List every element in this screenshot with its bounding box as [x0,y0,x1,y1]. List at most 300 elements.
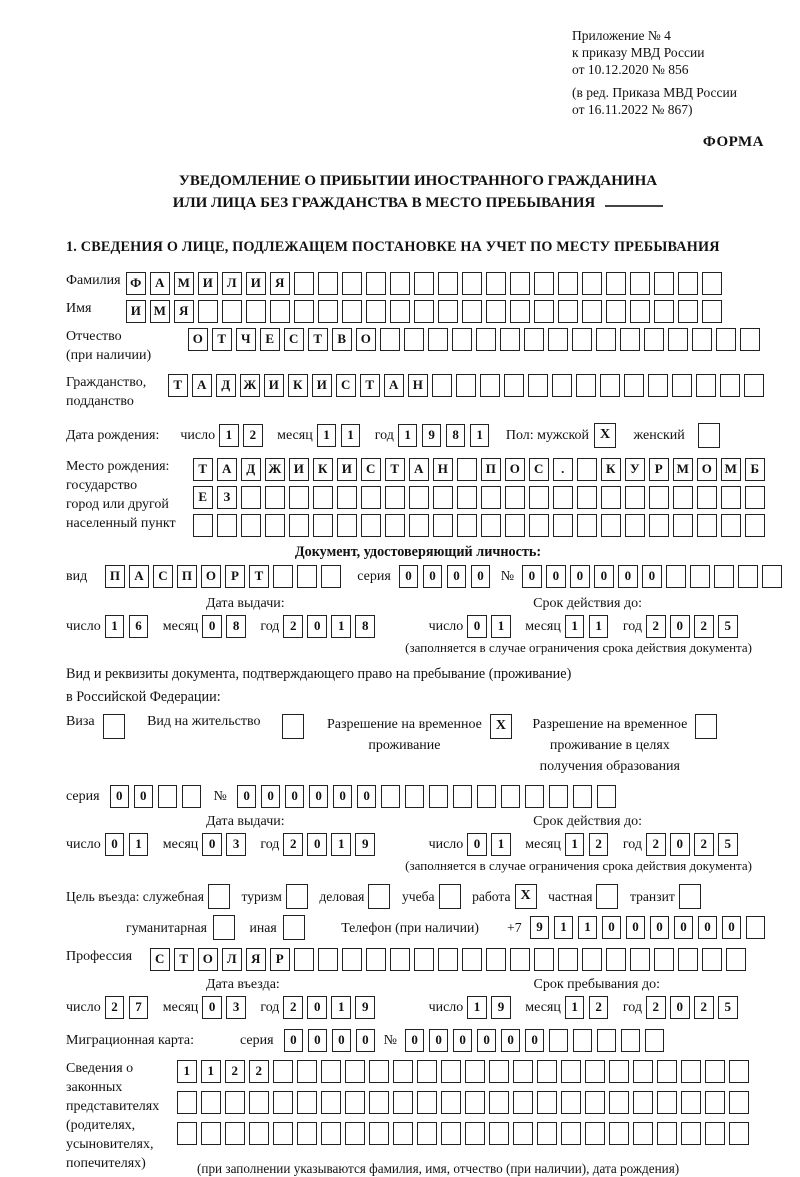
checkbox-purpose-transit[interactable] [679,884,706,909]
surname-cells-box[interactable]: И [246,272,266,295]
doc-issue-month-cells-box[interactable]: 0 [202,615,222,638]
birthplace-row-2-box[interactable] [745,486,765,509]
stay-year-cells-box[interactable]: 0 [670,996,690,1019]
representatives-row-1-box[interactable] [657,1060,677,1083]
migcard-series-cells-box[interactable]: 0 [284,1029,304,1052]
doc-valid-month-cells-box[interactable]: 1 [565,615,585,638]
birthplace-row-3-box[interactable] [649,514,669,537]
birthplace-row-1-box[interactable]: Т [193,458,213,481]
representatives-row-1[interactable] [177,1060,753,1083]
birthplace-row-1-box[interactable]: . [553,458,573,481]
permit-number-cells-box[interactable] [549,785,569,808]
representatives-row-3-box[interactable] [513,1122,533,1145]
profession-cells-box[interactable] [630,948,650,971]
representatives-row-1-box[interactable] [297,1060,317,1083]
phone-cells-box[interactable]: 1 [554,916,574,939]
representatives-row-3-box[interactable] [537,1122,557,1145]
birthplace-row-2-box[interactable] [577,486,597,509]
doc-number-cells-box[interactable]: 0 [642,565,662,588]
permit-series-cells-box[interactable] [158,785,178,808]
representatives-row-1-box[interactable] [417,1060,437,1083]
representatives-row-3-box[interactable] [657,1122,677,1145]
name-cells-box[interactable] [294,300,314,323]
checkbox-temp-residence-box[interactable]: X [490,714,512,739]
representatives-row-3-box[interactable] [729,1122,749,1145]
patronymic-cells-box[interactable]: О [356,328,376,351]
permit-valid-year-cells-box[interactable]: 2 [646,833,666,856]
surname-cells-box[interactable]: И [198,272,218,295]
checkbox-purpose-business-box[interactable] [368,884,390,909]
doc-series-cells-box[interactable]: 0 [399,565,419,588]
birthplace-row-3-box[interactable] [529,514,549,537]
representatives-row-3-box[interactable] [609,1122,629,1145]
birthplace-row-1[interactable] [193,458,769,481]
birthplace-row-1-box[interactable] [577,458,597,481]
representatives-row-1-box[interactable] [369,1060,389,1083]
permit-series-cells[interactable] [110,785,206,808]
profession-cells-box[interactable] [678,948,698,971]
representatives-row-2-box[interactable] [225,1091,245,1114]
stay-year-cells-box[interactable]: 5 [718,996,738,1019]
permit-valid-month-cells-box[interactable]: 2 [589,833,609,856]
representatives-row-1-box[interactable] [345,1060,365,1083]
representatives-row-3-box[interactable] [201,1122,221,1145]
permit-number-cells-box[interactable] [501,785,521,808]
doc-kind-cells-box[interactable]: О [201,565,221,588]
birthplace-row-1-box[interactable]: И [337,458,357,481]
name-cells-box[interactable] [702,300,722,323]
representatives-row-1-box[interactable] [561,1060,581,1083]
surname-cells-box[interactable] [606,272,626,295]
representatives-row-1-box[interactable] [321,1060,341,1083]
permit-valid-month-cells[interactable] [565,833,613,856]
birthplace-row-3-box[interactable] [505,514,525,537]
citizenship-cells-box[interactable] [696,374,716,397]
birthplace-row-3-box[interactable] [457,514,477,537]
birthplace-row-1-box[interactable]: О [697,458,717,481]
name-cells[interactable] [126,300,726,323]
patronymic-cells-box[interactable] [644,328,664,351]
doc-kind-cells-box[interactable]: Т [249,565,269,588]
name-cells-box[interactable] [246,300,266,323]
migcard-series-cells-box[interactable]: 0 [332,1029,352,1052]
doc-series-cells-box[interactable]: 0 [447,565,467,588]
permit-number-cells-box[interactable]: 0 [285,785,305,808]
birthplace-row-2-box[interactable] [697,486,717,509]
citizenship-cells-box[interactable]: Т [168,374,188,397]
doc-kind-cells-box[interactable] [297,565,317,588]
surname-cells-box[interactable] [342,272,362,295]
birthplace-row-2-box[interactable] [289,486,309,509]
checkbox-purpose-study[interactable] [439,884,466,909]
permit-issue-day-cells-box[interactable]: 0 [105,833,125,856]
birthplace-row-3-box[interactable] [313,514,333,537]
patronymic-cells-box[interactable] [620,328,640,351]
citizenship-cells-box[interactable]: А [384,374,404,397]
migcard-number-cells-box[interactable] [597,1029,617,1052]
representatives-row-2-box[interactable] [609,1091,629,1114]
profession-cells-box[interactable] [462,948,482,971]
checkbox-sex-male-box[interactable]: X [594,423,616,448]
surname-cells-box[interactable] [630,272,650,295]
citizenship-cells-box[interactable] [456,374,476,397]
checkbox-sex-male[interactable] [594,423,621,448]
patronymic-cells-box[interactable]: О [188,328,208,351]
name-cells-box[interactable]: М [150,300,170,323]
representatives-row-3-box[interactable] [273,1122,293,1145]
citizenship-cells-box[interactable]: К [288,374,308,397]
permit-number-cells-box[interactable] [429,785,449,808]
checkbox-purpose-private-box[interactable] [596,884,618,909]
doc-issue-year-cells-box[interactable]: 8 [355,615,375,638]
doc-valid-year-cells[interactable] [646,615,742,638]
entry-day-cells[interactable] [105,996,153,1019]
permit-valid-day-cells[interactable] [467,833,515,856]
birthplace-row-3-box[interactable] [337,514,357,537]
representatives-row-2-box[interactable] [513,1091,533,1114]
birthplace-row-3-box[interactable] [265,514,285,537]
birthplace-row-3-box[interactable] [721,514,741,537]
representatives-row-1-box[interactable] [609,1060,629,1083]
permit-issue-day-cells[interactable] [105,833,153,856]
citizenship-cells-box[interactable] [744,374,764,397]
doc-number-cells-box[interactable]: 0 [522,565,542,588]
permit-issue-year-cells-box[interactable]: 1 [331,833,351,856]
doc-kind-cells[interactable] [105,565,345,588]
representatives-row-2-box[interactable] [345,1091,365,1114]
permit-series-cells-box[interactable]: 0 [134,785,154,808]
doc-valid-year-cells-box[interactable]: 0 [670,615,690,638]
profession-cells-box[interactable] [582,948,602,971]
birthplace-row-3-box[interactable] [385,514,405,537]
birthplace-row-1-box[interactable]: Т [385,458,405,481]
representatives-row-2-box[interactable] [729,1091,749,1114]
surname-cells-box[interactable] [510,272,530,295]
doc-number-cells-box[interactable] [666,565,686,588]
checkbox-purpose-official-box[interactable] [208,884,230,909]
doc-valid-year-cells-box[interactable]: 2 [694,615,714,638]
checkbox-temp-residence-education-box[interactable] [695,714,717,739]
entry-year-cells-box[interactable]: 1 [331,996,351,1019]
representatives-row-2-box[interactable] [249,1091,269,1114]
permit-number-cells-box[interactable]: 0 [261,785,281,808]
doc-kind-cells-box[interactable]: П [177,565,197,588]
representatives-row-2-box[interactable] [393,1091,413,1114]
doc-issue-day-cells[interactable] [105,615,153,638]
profession-cells-box[interactable] [438,948,458,971]
birthplace-row-1-box[interactable]: М [673,458,693,481]
doc-issue-month-cells[interactable] [202,615,250,638]
doc-valid-month-cells-box[interactable]: 1 [589,615,609,638]
citizenship-cells-box[interactable]: С [336,374,356,397]
birthplace-row-2-box[interactable] [313,486,333,509]
patronymic-cells-box[interactable] [668,328,688,351]
birthplace-row-1-box[interactable]: С [529,458,549,481]
representatives-row-3-box[interactable] [177,1122,197,1145]
representatives-row-2-box[interactable] [321,1091,341,1114]
birthplace-row-2-box[interactable] [457,486,477,509]
birthplace-row-2-box[interactable] [601,486,621,509]
permit-number-cells-box[interactable] [477,785,497,808]
doc-issue-year-cells-box[interactable]: 0 [307,615,327,638]
permit-issue-year-cells-box[interactable]: 2 [283,833,303,856]
birthplace-row-3-box[interactable] [289,514,309,537]
surname-cells[interactable] [126,272,726,295]
representatives-row-3-box[interactable] [225,1122,245,1145]
birth-day-cells[interactable] [219,424,267,447]
patronymic-cells-box[interactable]: Е [260,328,280,351]
representatives-row-3-box[interactable] [249,1122,269,1145]
doc-number-cells-box[interactable] [714,565,734,588]
birthplace-row-3-box[interactable] [361,514,381,537]
permit-number-cells-box[interactable] [453,785,473,808]
surname-cells-box[interactable] [678,272,698,295]
profession-cells-box[interactable]: О [198,948,218,971]
stay-month-cells-box[interactable]: 2 [589,996,609,1019]
entry-month-cells-box[interactable]: 0 [202,996,222,1019]
representatives-row-3-box[interactable] [369,1122,389,1145]
representatives-row-1-box[interactable] [537,1060,557,1083]
citizenship-cells-box[interactable]: Н [408,374,428,397]
birthplace-row-1-box[interactable]: С [361,458,381,481]
migcard-number-cells-box[interactable]: 0 [477,1029,497,1052]
stay-month-cells-box[interactable]: 1 [565,996,585,1019]
doc-valid-month-cells[interactable] [565,615,613,638]
birthplace-row-3[interactable] [193,514,769,537]
name-cells-box[interactable] [414,300,434,323]
surname-cells-box[interactable] [390,272,410,295]
profession-cells-box[interactable]: Т [174,948,194,971]
surname-cells-box[interactable] [366,272,386,295]
surname-cells-box[interactable] [582,272,602,295]
surname-cells-box[interactable]: Ф [126,272,146,295]
birthplace-row-3-box[interactable] [193,514,213,537]
phone-cells-box[interactable]: 0 [650,916,670,939]
representatives-row-3-box[interactable] [705,1122,725,1145]
birthplace-row-1-box[interactable]: П [481,458,501,481]
name-cells-box[interactable] [630,300,650,323]
birthplace-row-2-box[interactable] [433,486,453,509]
citizenship-cells-box[interactable]: А [192,374,212,397]
doc-issue-month-cells-box[interactable]: 8 [226,615,246,638]
patronymic-cells-box[interactable] [404,328,424,351]
name-cells-box[interactable] [606,300,626,323]
doc-issue-day-cells-box[interactable]: 1 [105,615,125,638]
birthplace-row-2-box[interactable] [625,486,645,509]
migcard-series-cells-box[interactable]: 0 [308,1029,328,1052]
representatives-row-1-box[interactable] [681,1060,701,1083]
birthplace-row-1-box[interactable]: К [601,458,621,481]
permit-issue-month-cells-box[interactable]: 0 [202,833,222,856]
citizenship-cells-box[interactable]: Ж [240,374,260,397]
representatives-row-1-box[interactable]: 1 [201,1060,221,1083]
birthplace-row-2-box[interactable] [361,486,381,509]
citizenship-cells-box[interactable] [600,374,620,397]
patronymic-cells-box[interactable] [548,328,568,351]
entry-day-cells-box[interactable]: 7 [129,996,149,1019]
stay-day-cells[interactable] [467,996,515,1019]
profession-cells-box[interactable] [654,948,674,971]
name-cells-box[interactable] [222,300,242,323]
patronymic-cells-box[interactable]: Т [308,328,328,351]
representatives-row-3-box[interactable] [441,1122,461,1145]
surname-cells-box[interactable]: Я [270,272,290,295]
birth-month-cells-box[interactable]: 1 [317,424,337,447]
representatives-row-3-box[interactable] [489,1122,509,1145]
birthplace-row-1-box[interactable]: Ж [265,458,285,481]
permit-number-cells-box[interactable] [381,785,401,808]
migcard-series-cells-box[interactable]: 0 [356,1029,376,1052]
phone-cells-box[interactable]: 0 [674,916,694,939]
citizenship-cells-box[interactable] [624,374,644,397]
surname-cells-box[interactable] [534,272,554,295]
stay-day-cells-box[interactable]: 9 [491,996,511,1019]
citizenship-cells-box[interactable] [504,374,524,397]
checkbox-purpose-humanitarian-box[interactable] [213,915,235,940]
surname-cells-box[interactable]: А [150,272,170,295]
doc-kind-cells-box[interactable] [321,565,341,588]
permit-issue-month-cells[interactable] [202,833,250,856]
representatives-row-2[interactable] [177,1091,753,1114]
representatives-row-2-box[interactable] [273,1091,293,1114]
profession-cells-box[interactable] [702,948,722,971]
stay-day-cells-box[interactable]: 1 [467,996,487,1019]
permit-valid-day-cells-box[interactable]: 1 [491,833,511,856]
profession-cells-box[interactable] [342,948,362,971]
checkbox-sex-female[interactable] [698,423,725,448]
doc-kind-cells-box[interactable]: П [105,565,125,588]
birthplace-row-3-box[interactable] [697,514,717,537]
permit-number-cells-box[interactable]: 0 [333,785,353,808]
checkbox-purpose-private[interactable] [596,884,623,909]
representatives-row-3-box[interactable] [393,1122,413,1145]
doc-number-cells-box[interactable] [738,565,758,588]
migcard-number-cells-box[interactable] [549,1029,569,1052]
patronymic-cells-box[interactable] [380,328,400,351]
surname-cells-box[interactable] [558,272,578,295]
birthplace-row-3-box[interactable] [409,514,429,537]
phone-cells-box[interactable] [746,916,766,939]
birthplace-row-1-box[interactable] [457,458,477,481]
representatives-row-2-box[interactable] [537,1091,557,1114]
birthplace-row-1-box[interactable]: И [289,458,309,481]
representatives-row-2-box[interactable] [633,1091,653,1114]
phone-cells-box[interactable]: 9 [530,916,550,939]
permit-issue-year-cells-box[interactable]: 0 [307,833,327,856]
name-cells-box[interactable] [342,300,362,323]
profession-cells-box[interactable] [366,948,386,971]
patronymic-cells-box[interactable] [452,328,472,351]
representatives-row-2-box[interactable] [297,1091,317,1114]
permit-number-cells-box[interactable] [573,785,593,808]
birthplace-row-2-box[interactable] [553,486,573,509]
name-cells-box[interactable] [438,300,458,323]
birth-year-cells-box[interactable]: 1 [398,424,418,447]
patronymic-cells-box[interactable] [500,328,520,351]
birthplace-row-1-box[interactable]: У [625,458,645,481]
checkbox-purpose-tourism-box[interactable] [286,884,308,909]
name-cells-box[interactable] [510,300,530,323]
migcard-number-cells[interactable] [405,1029,669,1052]
birth-year-cells[interactable] [398,424,494,447]
name-cells-box[interactable] [462,300,482,323]
permit-valid-year-cells-box[interactable]: 5 [718,833,738,856]
birthplace-row-1-box[interactable]: А [409,458,429,481]
entry-month-cells[interactable] [202,996,250,1019]
phone-cells[interactable] [530,916,770,939]
representatives-row-1-box[interactable] [393,1060,413,1083]
profession-cells-box[interactable]: Л [222,948,242,971]
name-cells-box[interactable] [558,300,578,323]
migcard-number-cells-box[interactable] [621,1029,641,1052]
profession-cells-box[interactable] [390,948,410,971]
phone-cells-box[interactable]: 0 [722,916,742,939]
doc-number-cells-box[interactable] [762,565,782,588]
birthplace-row-3-box[interactable] [433,514,453,537]
representatives-row-1-box[interactable] [705,1060,725,1083]
entry-year-cells-box[interactable]: 2 [283,996,303,1019]
name-cells-box[interactable] [582,300,602,323]
birthplace-row-3-box[interactable] [625,514,645,537]
representatives-row-2-box[interactable] [585,1091,605,1114]
representatives-row-1-box[interactable]: 2 [225,1060,245,1083]
birthplace-row-3-box[interactable] [217,514,237,537]
representatives-row-1-box[interactable]: 1 [177,1060,197,1083]
representatives-row-3-box[interactable] [345,1122,365,1145]
birthplace-row-2-box[interactable] [241,486,261,509]
name-cells-box[interactable] [678,300,698,323]
citizenship-cells-box[interactable] [576,374,596,397]
patronymic-cells-box[interactable] [476,328,496,351]
doc-issue-year-cells-box[interactable]: 2 [283,615,303,638]
representatives-row-3-box[interactable] [321,1122,341,1145]
citizenship-cells-box[interactable] [432,374,452,397]
citizenship-cells-box[interactable] [672,374,692,397]
representatives-row-2-box[interactable] [465,1091,485,1114]
citizenship-cells-box[interactable] [552,374,572,397]
permit-number-cells[interactable] [237,785,621,808]
citizenship-cells-box[interactable] [528,374,548,397]
stay-year-cells-box[interactable]: 2 [646,996,666,1019]
surname-cells-box[interactable]: М [174,272,194,295]
patronymic-cells-box[interactable] [740,328,760,351]
entry-year-cells[interactable] [283,996,379,1019]
permit-number-cells-box[interactable] [405,785,425,808]
representatives-row-1-box[interactable] [585,1060,605,1083]
doc-series-cells-box[interactable]: 0 [471,565,491,588]
doc-valid-year-cells-box[interactable]: 5 [718,615,738,638]
doc-issue-year-cells[interactable] [283,615,379,638]
profession-cells-box[interactable] [726,948,746,971]
patronymic-cells-box[interactable] [716,328,736,351]
representatives-row-2-box[interactable] [177,1091,197,1114]
permit-valid-year-cells[interactable] [646,833,742,856]
stay-month-cells[interactable] [565,996,613,1019]
birthplace-row-2-box[interactable]: Е [193,486,213,509]
doc-issue-year-cells-box[interactable]: 1 [331,615,351,638]
doc-valid-day-cells[interactable] [467,615,515,638]
patronymic-cells-box[interactable] [596,328,616,351]
permit-valid-year-cells-box[interactable]: 0 [670,833,690,856]
citizenship-cells-box[interactable] [648,374,668,397]
permit-number-cells-box[interactable]: 0 [357,785,377,808]
birth-day-cells-box[interactable]: 2 [243,424,263,447]
representatives-row-1-box[interactable] [729,1060,749,1083]
birthplace-row-1-box[interactable]: О [505,458,525,481]
representatives-row-1-box[interactable] [465,1060,485,1083]
representatives-row-3-box[interactable] [561,1122,581,1145]
representatives-row-2-box[interactable] [657,1091,677,1114]
